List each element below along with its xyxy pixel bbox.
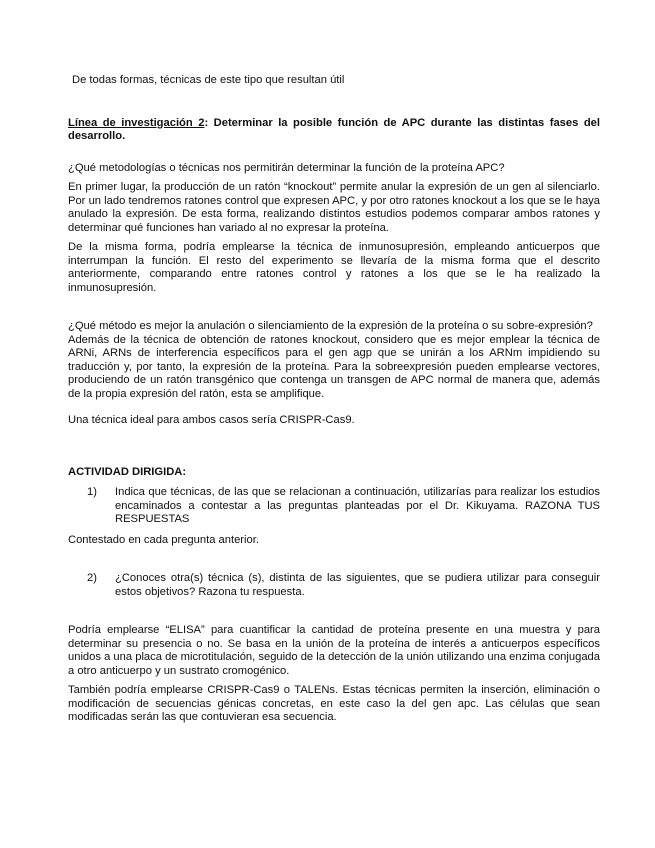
activity-item-2-answer-paragraph-1: Podría emplearse “ELISA” para cuantificar la cantidad de proteína presente en una muestra y para determinar su presencia o no. Se basa en la unión de la proteína de interés a anticuerpos específicos unidos a una placa de microtitulación, seguido de la detección de la unión utilizando una enzima conjugada a otro anticuerpo y un sustrato cromogénico. bbox=[68, 624, 600, 677]
question-2: ¿Qué método es mejor la anulación o silenciamiento de la expresión de la proteína o su sobre-expresión? bbox=[68, 320, 593, 332]
item-number: 1) bbox=[87, 486, 97, 498]
intro-line: De todas formas, técnicas de este tipo que resultan útil bbox=[72, 74, 345, 86]
activity-title: ACTIVIDAD DIRIGIDA: bbox=[68, 465, 187, 478]
research-line-title: : Determinar la posible función de APC durante las distintas fases del desarrollo. bbox=[68, 116, 600, 142]
question-1: ¿Qué metodologías o técnicas nos permitirán determinar la función de la proteína APC? bbox=[68, 161, 505, 174]
research-line-label: Línea de investigación 2 bbox=[68, 116, 205, 129]
activity-item-2-answer-paragraph-2: También podría emplearse CRISPR-Cas9 o TALENs. Estas técnicas permiten la inserción, eliminación o modificación de secuencias génicas concretas, en este caso la del gen apc. Las células que sean modificadas serán las que contuvieran esa secuencia. bbox=[68, 684, 600, 723]
item-number: 2) bbox=[87, 572, 97, 584]
answer-2-conclusion: Una técnica ideal para ambos casos sería CRISPR-Cas9. bbox=[68, 414, 355, 426]
item-text: ¿Conoces otra(s) técnica (s), distinta de las siguientes, que se pudiera utilizar para conseguir estos objetivos? Razona tu respuesta. bbox=[115, 572, 600, 598]
answer-1-paragraph-1: En primer lugar, la producción de un ratón “knockout” permite anular la expresión de un gen al silenciarlo. Por un lado tendremos ratones control que expresen APC, y por otro ratones knockout a los que se le haya anulado la expresión. De esta forma, realizando distintos estudios podemos comparar ambos ratones y determinar qué funciones han variado al no expresar la proteína. bbox=[68, 181, 600, 234]
activity-item-2 bbox=[87, 572, 600, 599]
answer-2-paragraph: Además de la técnica de obtención de ratones knockout, considero que es mejor emplear la técnica de ARNi, ARNs de interferencia específicos para el gen agp que se unirán a los ARNm impidiendo su traducción y, por tanto, la expresión de la proteína. Para la sobreexpresión pueden emplearse vectores, produciendo de un ratón transgénico que contenga un transgen de APC normal de manera que, además de la propia expresión del ratón, esta se amplifique. bbox=[68, 333, 600, 400]
activity-item-1-answer: Contestado en cada pregunta anterior. bbox=[68, 533, 259, 546]
activity-item-1 bbox=[87, 486, 600, 527]
research-line-heading bbox=[68, 117, 600, 144]
item-text: Indica que técnicas, de las que se relacionan a continuación, utilizarías para realizar los estudios encaminados a contestar a las preguntas planteadas por el Dr. Kikuyama. RAZONA TUS RESPUESTAS bbox=[115, 486, 600, 525]
document-page bbox=[68, 74, 600, 725]
answer-1-paragraph-2: De la misma forma, podría emplearse la técnica de inmunosupresión, empleando anticuerpos que interrumpan la función. El resto del experimento se llevaría de la misma forma que el descrito anteriormente, comparando entre ratones control y ratones a los que se le ha realizado la inmunosupresión. bbox=[68, 241, 600, 294]
